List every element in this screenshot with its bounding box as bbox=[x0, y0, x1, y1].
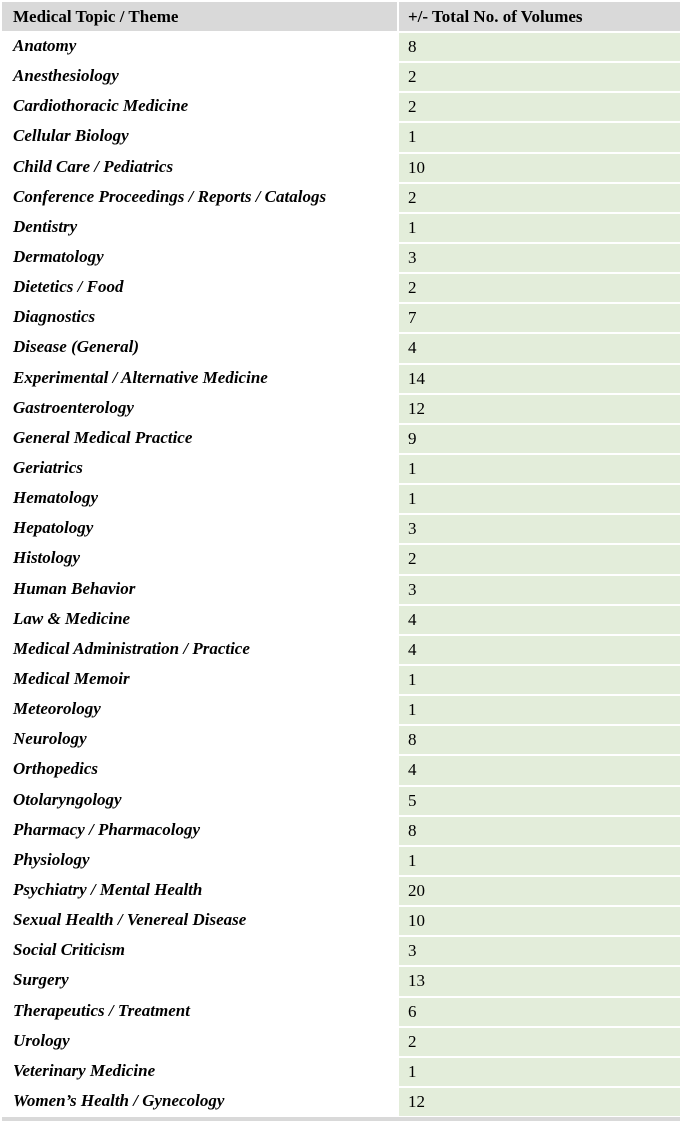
topic-cell: Child Care / Pediatrics bbox=[2, 152, 399, 182]
topic-cell: Histology bbox=[2, 543, 399, 573]
volumes-cell: 2 bbox=[399, 1026, 680, 1056]
volumes-cell: 3 bbox=[399, 513, 680, 543]
table-row bbox=[2, 574, 680, 604]
topic-cell: Cellular Biology bbox=[2, 121, 399, 151]
volumes-cell: 12 bbox=[399, 1086, 680, 1116]
volumes-cell: 4 bbox=[399, 604, 680, 634]
topic-cell: Veterinary Medicine bbox=[2, 1056, 399, 1086]
table-row bbox=[2, 182, 680, 212]
table-row bbox=[2, 996, 680, 1026]
volumes-cell: 4 bbox=[399, 332, 680, 362]
volumes-cell: 8 bbox=[399, 724, 680, 754]
table-row bbox=[2, 212, 680, 242]
column-header-topic: Medical Topic / Theme bbox=[2, 2, 399, 31]
volumes-cell: 1 bbox=[399, 121, 680, 151]
topic-cell: Diagnostics bbox=[2, 302, 399, 332]
topic-cell: Hematology bbox=[2, 483, 399, 513]
table-bottom-border bbox=[2, 1117, 680, 1121]
topic-cell: Human Behavior bbox=[2, 574, 399, 604]
topic-cell: Experimental / Alternative Medicine bbox=[2, 363, 399, 393]
volumes-cell: 10 bbox=[399, 152, 680, 182]
table-row bbox=[2, 664, 680, 694]
table-row bbox=[2, 302, 680, 332]
table-row bbox=[2, 363, 680, 393]
table-row bbox=[2, 272, 680, 302]
topic-cell: Law & Medicine bbox=[2, 604, 399, 634]
table-row bbox=[2, 61, 680, 91]
table-row bbox=[2, 905, 680, 935]
topic-cell: Orthopedics bbox=[2, 754, 399, 784]
volumes-cell: 4 bbox=[399, 754, 680, 784]
topic-cell: Dietetics / Food bbox=[2, 272, 399, 302]
table-row bbox=[2, 1056, 680, 1086]
volumes-cell: 8 bbox=[399, 31, 680, 61]
topic-cell: Cardiothoracic Medicine bbox=[2, 91, 399, 121]
volumes-cell: 1 bbox=[399, 845, 680, 875]
topic-cell: Sexual Health / Venereal Disease bbox=[2, 905, 399, 935]
medical-topics-table bbox=[2, 2, 680, 1116]
table-row bbox=[2, 1086, 680, 1116]
volumes-cell: 5 bbox=[399, 785, 680, 815]
topic-cell: Surgery bbox=[2, 965, 399, 995]
table-body bbox=[2, 31, 680, 1116]
table-row bbox=[2, 1026, 680, 1056]
volumes-cell: 9 bbox=[399, 423, 680, 453]
table-row bbox=[2, 31, 680, 61]
table-row bbox=[2, 815, 680, 845]
topic-cell: Neurology bbox=[2, 724, 399, 754]
topic-cell: Dentistry bbox=[2, 212, 399, 242]
volumes-cell: 14 bbox=[399, 363, 680, 393]
volumes-cell: 1 bbox=[399, 212, 680, 242]
table-row bbox=[2, 121, 680, 151]
topic-cell: Geriatrics bbox=[2, 453, 399, 483]
topic-cell: General Medical Practice bbox=[2, 423, 399, 453]
volumes-cell: 20 bbox=[399, 875, 680, 905]
volumes-cell: 12 bbox=[399, 393, 680, 423]
table-row bbox=[2, 965, 680, 995]
volumes-cell: 3 bbox=[399, 242, 680, 272]
volumes-cell: 13 bbox=[399, 965, 680, 995]
topic-cell: Meteorology bbox=[2, 694, 399, 724]
table-row bbox=[2, 423, 680, 453]
volumes-cell: 1 bbox=[399, 664, 680, 694]
column-header-volumes: +/- Total No. of Volumes bbox=[399, 2, 680, 31]
volumes-cell: 3 bbox=[399, 574, 680, 604]
volumes-cell: 10 bbox=[399, 905, 680, 935]
table-row bbox=[2, 754, 680, 784]
topic-cell: Medical Administration / Practice bbox=[2, 634, 399, 664]
topic-cell: Anesthesiology bbox=[2, 61, 399, 91]
topic-cell: Therapeutics / Treatment bbox=[2, 996, 399, 1026]
topic-cell: Anatomy bbox=[2, 31, 399, 61]
table-row bbox=[2, 453, 680, 483]
topic-cell: Dermatology bbox=[2, 242, 399, 272]
topic-cell: Gastroenterology bbox=[2, 393, 399, 423]
volumes-cell: 3 bbox=[399, 935, 680, 965]
table-row bbox=[2, 604, 680, 634]
topic-cell: Conference Proceedings / Reports / Catalogs bbox=[2, 182, 399, 212]
table-row bbox=[2, 332, 680, 362]
topic-cell: Women’s Health / Gynecology bbox=[2, 1086, 399, 1116]
topic-cell: Psychiatry / Mental Health bbox=[2, 875, 399, 905]
volumes-cell: 1 bbox=[399, 694, 680, 724]
volumes-cell: 1 bbox=[399, 483, 680, 513]
table-row bbox=[2, 152, 680, 182]
volumes-cell: 2 bbox=[399, 91, 680, 121]
table-row bbox=[2, 543, 680, 573]
topic-cell: Physiology bbox=[2, 845, 399, 875]
table-row bbox=[2, 724, 680, 754]
table-row bbox=[2, 875, 680, 905]
table-row bbox=[2, 694, 680, 724]
table-row bbox=[2, 513, 680, 543]
topic-cell: Otolaryngology bbox=[2, 785, 399, 815]
volumes-cell: 2 bbox=[399, 543, 680, 573]
table-row bbox=[2, 242, 680, 272]
volumes-cell: 4 bbox=[399, 634, 680, 664]
topic-cell: Pharmacy / Pharmacology bbox=[2, 815, 399, 845]
volumes-cell: 1 bbox=[399, 1056, 680, 1086]
topic-cell: Hepatology bbox=[2, 513, 399, 543]
volumes-cell: 6 bbox=[399, 996, 680, 1026]
topic-cell: Social Criticism bbox=[2, 935, 399, 965]
table-row bbox=[2, 634, 680, 664]
volumes-cell: 2 bbox=[399, 182, 680, 212]
table-row bbox=[2, 935, 680, 965]
table-row bbox=[2, 483, 680, 513]
topic-cell: Urology bbox=[2, 1026, 399, 1056]
volumes-cell: 2 bbox=[399, 61, 680, 91]
table-row bbox=[2, 845, 680, 875]
volumes-cell: 8 bbox=[399, 815, 680, 845]
table-row bbox=[2, 91, 680, 121]
table-row bbox=[2, 785, 680, 815]
topic-cell: Disease (General) bbox=[2, 332, 399, 362]
volumes-cell: 7 bbox=[399, 302, 680, 332]
topic-cell: Medical Memoir bbox=[2, 664, 399, 694]
table-row bbox=[2, 393, 680, 423]
volumes-cell: 2 bbox=[399, 272, 680, 302]
volumes-cell: 1 bbox=[399, 453, 680, 483]
table-header-row bbox=[2, 2, 680, 31]
